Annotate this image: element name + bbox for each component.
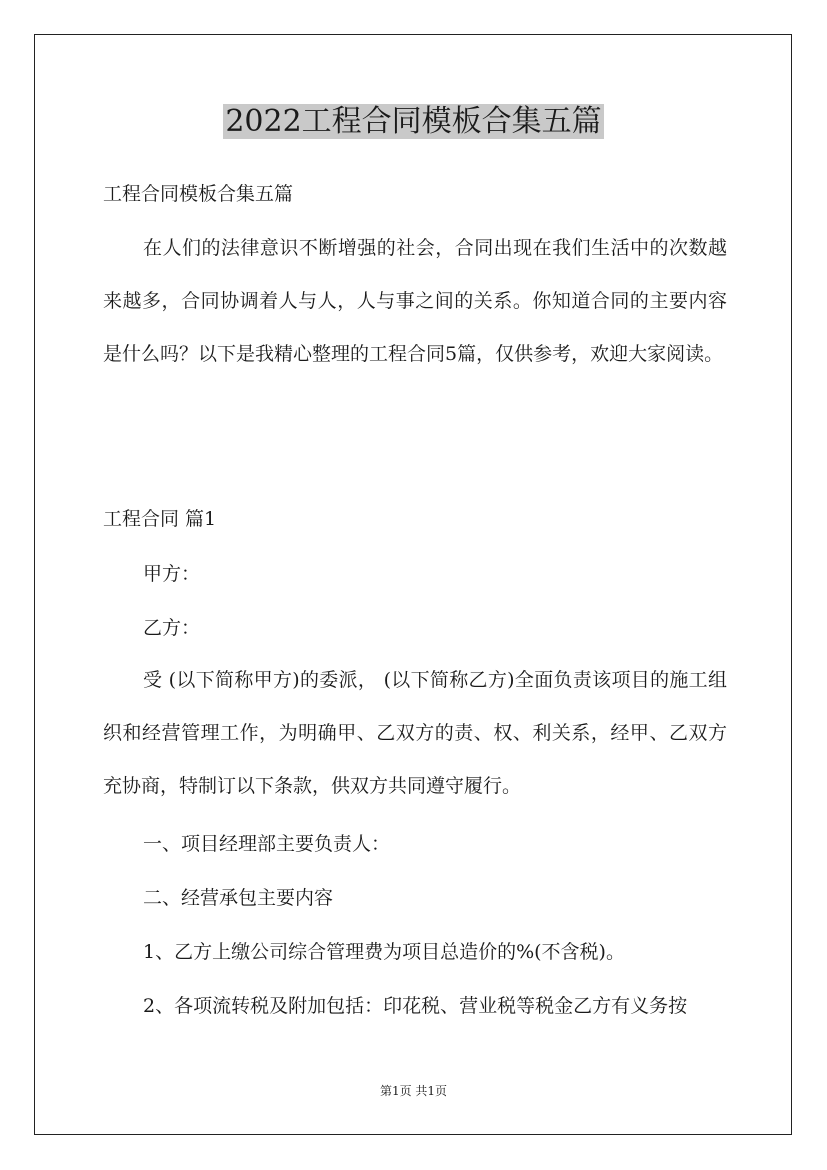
party-a-label: 甲方：	[143, 563, 201, 585]
item-1: 一、项目经理部主要负责人：	[143, 833, 391, 855]
party-b-label: 乙方：	[143, 617, 201, 639]
clause-2: 2、各项流转税及附加包括：印花税、营业税等税金乙方有义务按	[143, 995, 688, 1017]
document-title-text: 2022工程合同模板合集五篇	[225, 104, 602, 139]
section-heading: 工程合同 篇1	[103, 508, 217, 530]
intro-paragraph: 在人们的法律意识不断增强的社会，合同出现在我们生活中的次数越来越多，合同协调着人与人，人与事之间的关系。你知道合同的主要内容是什么吗？以下是我精心整理的工程合同5篇，仅供参考，欢迎大家阅读。	[103, 237, 727, 365]
clause-1: 1、乙方上缴公司综合管理费为项目总造价的%(不含税)。	[143, 941, 625, 963]
document-title	[0, 100, 827, 144]
document-subtitle: 工程合同模板合集五篇	[103, 183, 294, 205]
entrust-paragraph: 受 (以下简称甲方)的委派， (以下简称乙方)全面负责该项目的施工组织和经营管理工作，为明确甲、乙双方的责、权、利关系，经甲、乙双方充协商，特制订以下条款，供双方共同遵守履行。	[103, 669, 727, 797]
item-2: 二、经营承包主要内容	[143, 887, 334, 909]
page-footer: 第1页 共1页	[379, 1084, 448, 1098]
